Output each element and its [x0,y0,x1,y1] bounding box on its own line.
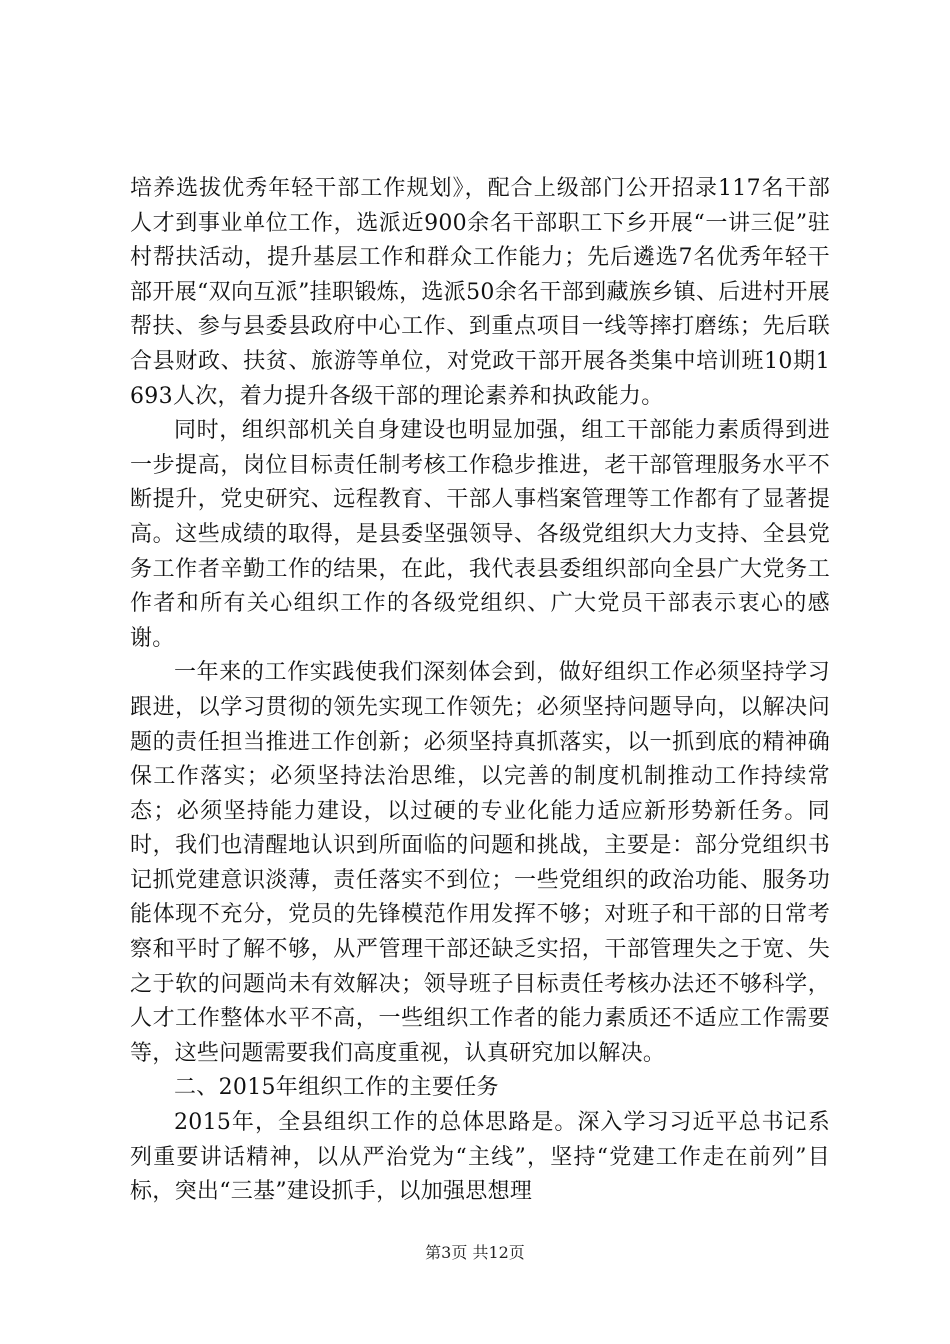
document-body [130,172,830,1210]
body-paragraph: 一年来的工作实践使我们深刻体会到，做好组织工作必须坚持学习跟进，以学习贯彻的领先实现工作领先；必须坚持问题导向，以解决问题的责任担当推进工作创新；必须坚持真抓落实，以一抓到底的精神确保工作落实；必须坚持法治思维，以完善的制度机制推动工作持续常态；必须坚持能力建设，以过硬的专业化能力适应新形势新任务。同时，我们也清醒地认识到所面临的问题和挑战，主要是：部分党组织书记抓党建意识淡薄，责任落实不到位；一些党组织的政治功能、服务功能体现不充分，党员的先锋模范作用发挥不够；对班子和干部的日常考察和平时了解不够，从严管理干部还缺乏实招，干部管理失之于宽、失之于软的问题尚未有效解决；领导班子目标责任考核办法还不够科学，人才工作整体水平不高，一些组织工作者的能力素质还不适应工作需要等，这些问题需要我们高度重视，认真研究加以解决。 [130,660,830,1066]
page-number-footer: 第3页 共12页 [425,1243,525,1262]
body-paragraph: 培养选拔优秀年轻干部工作规划》，配合上级部门公开招录117名干部人才到事业单位工作，选派近900余名干部职工下乡开展“一讲三促”驻村帮扶活动，提升基层工作和群众工作能力；先后遴选7名优秀年轻干部开展“双向互派”挂职锻炼，选派50余名干部到藏族乡镇、后进村开展帮扶、参与县委县政府中心工作、到重点项目一线等摔打磨练；先后联合县财政、扶贫、旅游等单位，对党政干部开展各类集中培训班10期1693人次，着力提升各级干部的理论素养和执政能力。 [130,176,830,409]
section-heading: 二、2015年组织工作的主要任务 [174,1075,499,1101]
body-paragraph: 同时，组织部机关自身建设也明显加强，组工干部能力素质得到进一步提高，岗位目标责任制考核工作稳步推进，老干部管理服务水平不断提升，党史研究、远程教育、干部人事档案管理等工作都有了显著提高。这些成绩的取得，是县委坚强领导、各级党组织大力支持、全县党务工作者辛勤工作的结果，在此，我代表县委组织部向全县广大党务工作者和所有关心组织工作的各级党组织、广大党员干部表示衷心的感谢。 [130,418,830,651]
body-paragraph: 2015年，全县组织工作的总体思路是。深入学习习近平总书记系列重要讲话精神，以从严治党为“主线”，坚持“党建工作走在前列”目标，突出“三基”建设抓手，以加强思想理 [130,1110,830,1205]
